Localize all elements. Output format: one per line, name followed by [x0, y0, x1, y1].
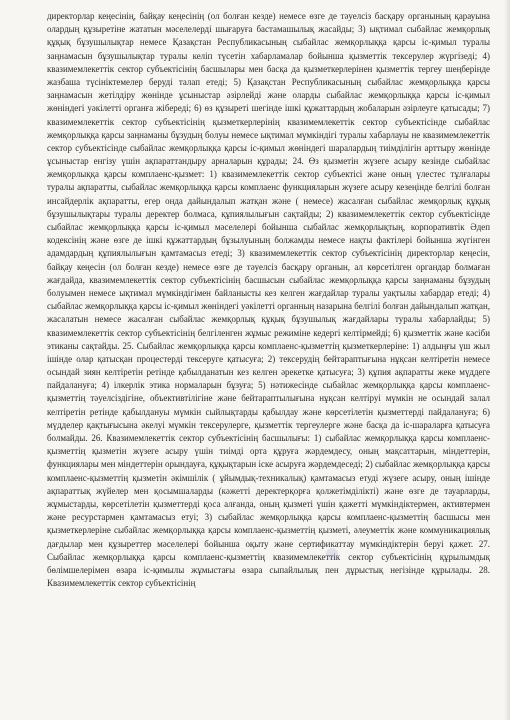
scan-edge-shadow [504, 0, 510, 720]
stamp-mark [326, 548, 338, 560]
document-body-text: директорлар кеңесінің, байқау кеңесінің (ол болған кезде) немесе өзге де тәуелсіз басқару органының қарауына олардың құзыретіне жататын мәселелерді шығаруға бастамашылық жасайды; 3) ықтимал сыбайлас жемқорлық құқық бұзушылықтар немесе Қазақстан Республикасының сыбайлас жемқорлыққа қарсы іс-қимыл туралы заңнамасын бұзушылықтар туралы келіп түсетін хабарламалар бойынша қызметтік тексерулер жүргізеді; 4) квазимемлекеттік сектор субъектісінің басшылары мен басқа да қызметкерлерінен қызметтік тергеу шеңберінде жазбаша түсініктемелер беруді талап етеді; 5) Қазақстан Республикасының сыбайлас жемқорлыққа қарсы заңнамасын жетілдіру жөнінде ұсыныстар әзірлейді және оларды сыбайлас жемқорлыққа қарсы іс-қимыл жөніндегі уәкілетті органға жібереді; 6) өз құзыреті шегінде ішкі құжаттардың жобаларын әзірлеуге қатысады; 7) квазимемлекеттік сектор субъектісінің қызметкерлерінің квазимемлекеттік сектор субъектісінде сыбайлас жемқорлыққа қарсы заңнаманы бұзудың болуы немесе ықтимал мүмкіндігі туралы хабарлауы не квазимемлекеттік сектор субъектісінде сыбайлас жемқорлыққа қарсы іс-қимыл жөніндегі шаралардың тиімділігін арттыру жөнінде ұсыныстар енгізу үшін ақпараттандыру арналарын құрады; 24. Өз қызметін жүзеге асыру кезінде сыбайлас жемқорлыққа қарсы комплаенс-қызмет: 1) квазимемлекеттік сектор субъектісі және оның үлестес тұлғалары туралы ақпаратты, сыбайлас жемқорлыққа қарсы комплаенс функцияларын жүзеге асыру кезеңінде белгілі болған инсайдерлік ақпаратты, егер онда дайындалып жатқан және ( немесе) жасалған сыбайлас жемқорлық құқық бұзушылықтары туралы деректер болмаса, құпиялылығын сақтайды; 2) квазимемлекеттік сектор субъектісінде сыбайлас жемқорлыққа қарсы іс-қимыл мәселелері бойынша сыбайлас жемқорлықтың, корпоративтік Әдеп кодексінің және өзге де ішкі құжаттардың бұзылуының болжамды немесе нақты фактілері бойынша жүгінген адамдардың құпиялылығын қамтамасыз етеді; 3) квазимемлекеттік сектор субъектісінің директорлар кеңесін, байқау кеңесін (ол болған кезде) немесе өзге де тәуелсіз басқару органын, ал көрсетілген органдар болмаған жағдайда, квазимемлекеттік сектор субъектісінің басшысын сыбайлас жемқорлыққа қарсы заңнаманы бұзудың болуымен немесе ықтимал мүмкіндігімен байланысты кез келген жағдайлар туралы уақтылы хабардар етеді; 4) сыбайлас жемқорлыққа қарсы іс-қимыл жөніндегі уәкілетті органның назарына белгілі болған дайындалып жатқан, жасалатын немесе жасалған сыбайлас жемқорлық құқық бұзушылық жағдайлары туралы хабарлайды; 5) квазимемлекеттік сектор субъектісінің белгіленген жұмыс режиміне кедергі келтірмейді; 6) қызметтік және кәсіби этиканы сақтайды. 25. Сыбайлас жемқорлыққа қарсы комплаенс-қызметтің қызметкерлеріне: 1) алдыңғы үш жыл ішінде олар қатысқан процестерді тексеруге қатысуға; 2) тексерудің бейтараптығына нұқсан келтіретін немесе осындай зиян келтіретін ретінде қабылданатын кез келген әрекетке қатысуға; 3) құпия ақпаратты жеке мүддеге пайдалануға; 4) ілкерлік этика нормаларын бұзуға; 5) нәтижесінде сыбайлас жемқорлыққа қарсы комплаенс-қызметтің тәуелсіздігіне, объективтілігіне және бейтараптылығына нұқсан келтіруі мүмкін не осындай залал келтіретін ретінде қабылдануы мүмкін сыйлықтарды қабылдау және көрсетілетін қызметтерді пайдалануға; 6) мүдделер қақтығысына әкелуі мүмкін тексерулерге, қызметтік тергеулерге және басқа да іс-шараларға қатысуға болмайды. 26. Квазимемлекеттік сектор субъектісінің басшылығы: 1) сыбайлас жемқорлыққа қарсы комплаенс-қызметтің қызметін жүзеге асыру үшін тиімді орта құруға жәрдемдесу, оның мақсаттарын, міндеттерін, функциялары мен міндеттерін орындауға, құқықтарын іске асыруға жәрдемдеседі; 2) сыбайлас жемқорлыққа қарсы комплаенс-қызметтің қызметін әкімшілік ( ұйымдық-техникалық) қамтамасыз етуді жүзеге асыру, оның ішінде ақпараттық жүйелер мен қосымшаларды (кәжетті деректерқорға қолжетімділікті) және өзге де тауарларды, жұмыстарды, көрсетілетін қызметтерді қоса алғанда, оның қызметі үшін қажетті мүмкіндіктермен, активтермен және ресурстармен қамтамасыз етуі; 3) сыбайлас жемқорлыққа қарсы комплаенс-қызметтің басшысы мен қызметкерлеріне сыбайлас жемқорлыққа қарсы комплаенс-қызметтің қызметі, әлеуметтік және коммуникациялық дағдылар мен құзыреттер мәселелері бойынша оқыту және сертификаттау мүмкіндіктерін беруі қажет. 27. Сыбайлас жемқорлыққа қарсы комплаенс-қызметтің квазимемлекеттік сектор субъектісінің құрылымдық бөлімшелерімен өзара іс-қимылы жұмыстағы өзара сыпайлылық пен дұрыстық негізінде құрылады. 28. Квазимемлекеттік сектор субъектісінің [47, 11, 490, 589]
